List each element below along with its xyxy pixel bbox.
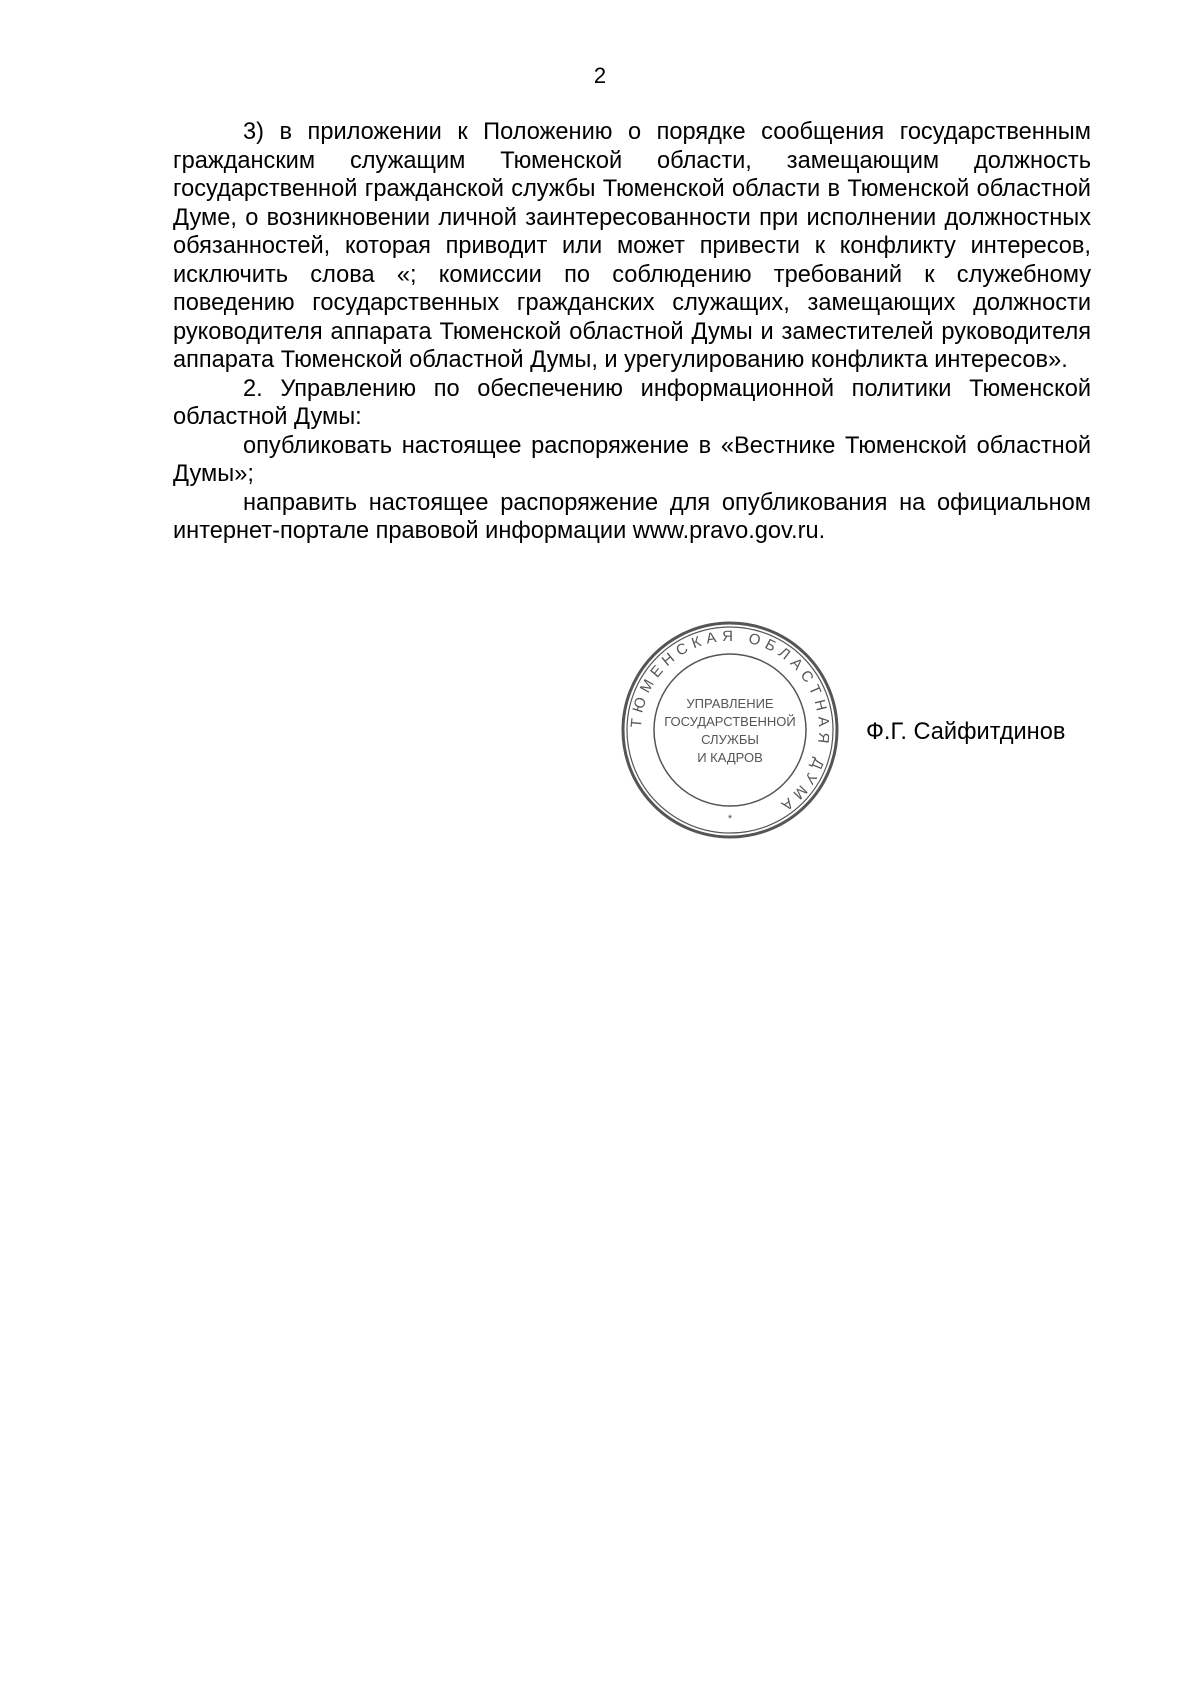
stamp-line-2: ГОСУДАРСТВЕННОЙ bbox=[664, 714, 796, 729]
document-body bbox=[173, 118, 1091, 546]
paragraph-publish-bulletin: опубликовать настоящее распоряжение в «Вестнике Тюменской областной Думы»; bbox=[173, 432, 1091, 487]
stamp-star: * bbox=[727, 813, 733, 825]
stamp-seal-graphic bbox=[618, 618, 842, 842]
paragraph-item-3: 3) в приложении к Положению о порядке сообщения государственным гражданским служащим Тюменской области, замещающим должность государственной гражданской службы Тюменской области в Тюменской областной Думе, о возникновении личной заинтересованности при исполнении должностных обязанностей, которая приводит или может привести к конфликту интересов, исключить слова «; комиссии по соблюдению требований к служебному поведению государственных гражданских служащих, замещающих должности руководителя аппарата Тюменской областной Думы и заместителей руководителя аппарата Тюменской областной Думы, и урегулированию конфликта интересов». bbox=[173, 119, 1091, 373]
stamp-line-1: УПРАВЛЕНИЕ bbox=[686, 696, 774, 711]
stamp-line-3: СЛУЖБЫ bbox=[701, 732, 759, 747]
signatory-name: Ф.Г. Сайфитдинов bbox=[866, 719, 1066, 745]
paragraph-clause-2: 2. Управлению по обеспечению информационной политики Тюменской областной Думы: bbox=[173, 375, 1091, 430]
stamp-outer-text: ТЮМЕНСКАЯ ОБЛАСТНАЯ ДУМА bbox=[627, 627, 833, 817]
paragraph-publish-portal: направить настоящее распоряжение для опубликования на официальном интернет-портале правовой информации www.pravo.gov.ru. bbox=[173, 489, 1091, 544]
stamp-line-4: И КАДРОВ bbox=[697, 750, 763, 765]
official-stamp bbox=[618, 618, 842, 842]
page-number: 2 bbox=[593, 63, 607, 88]
